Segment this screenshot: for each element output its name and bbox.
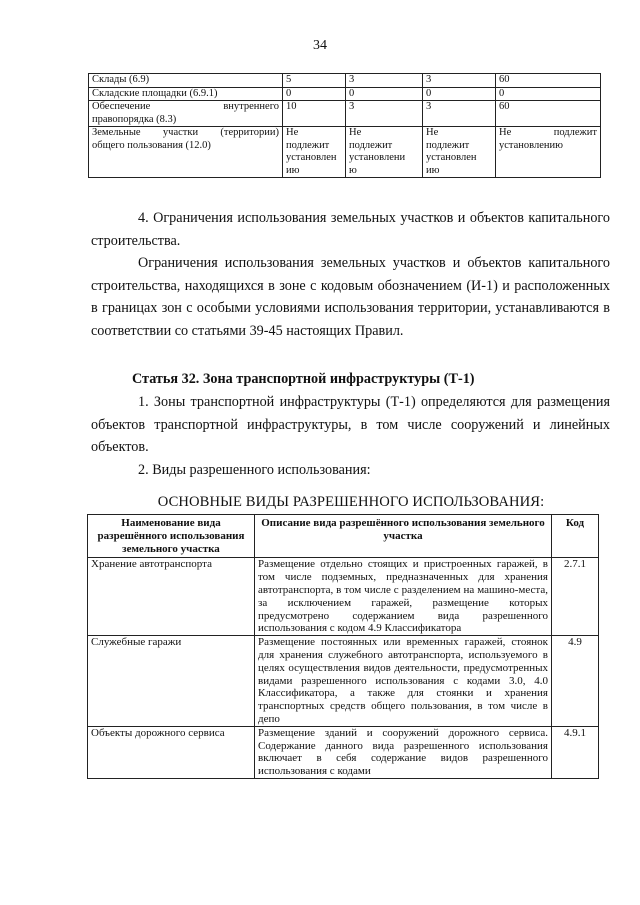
table-cell — [423, 127, 496, 178]
cell-line: подлежит — [349, 139, 393, 151]
table-cell: Объекты дорожного сервиса — [88, 726, 255, 778]
paragraph-item-1: 1. Зоны транспортной инфраструктуры (Т-1) определяются для размещения объектов транспортной инфраструктуры, в том числе сооружений и линейных объектов. — [91, 394, 610, 455]
paragraph-block-restrictions — [91, 207, 610, 342]
table-cell: 4.9 — [552, 636, 599, 727]
cell-line: внутреннего — [223, 101, 279, 112]
cell-line: Не — [286, 127, 299, 138]
column-header-name: Наименование вида разрешённого использования земельного участка — [88, 515, 255, 558]
cell-line: ию — [286, 164, 300, 176]
cell-line: ию — [426, 164, 440, 176]
table-cell: 3 — [346, 74, 423, 88]
table-cell: Размещение зданий и сооружений дорожного сервиса. Содержание данного вида разрешенного использования включает в себя содержание видов разрешенного использования с кодами — [255, 726, 552, 778]
table-cell: 0 — [283, 87, 346, 101]
cell-line: Не подлежит — [499, 127, 597, 138]
cell-line: установлен — [426, 152, 477, 163]
cell-line: подлежит — [286, 139, 330, 151]
cell-line: Обеспечение — [92, 101, 151, 112]
cell-line: правопорядка (8.3) — [92, 113, 177, 125]
cell-line: установлен — [286, 152, 337, 163]
table-cell: 4.9.1 — [552, 726, 599, 778]
table-cell: Размещение постоянных или временных гаражей, стоянок для хранения служебного автотранспорта, используемого в целях осуществления видов деятельности, предусмотренных видами разрешенного использования с кодами 3.0, 4.0 Классификатора, а также для стоянки и хранения транспортных средств общего пользования, в том числе в депо — [255, 636, 552, 727]
paragraph-restrictions: Ограничения использования земельных участков и объектов капитального строительства, находящихся в зоне с кодовым обозначением (И-1) и расположенных в границах зон с особыми условиями использования территории, устанавливаются в соответствии со статьями 39-45 настоящих Правил. — [91, 255, 610, 339]
table-cell: 10 — [283, 101, 346, 127]
table-row — [89, 127, 601, 178]
column-header-description: Описание вида разрешённого использования земельного участка — [255, 515, 552, 558]
permitted-use-table — [87, 514, 599, 779]
table-cell: 3 — [423, 74, 496, 88]
paragraph-block-article — [91, 391, 610, 481]
cell-line: Не — [426, 127, 439, 138]
paragraph-item-4: 4. Ограничения использования земельных участков и объектов капитального строительства. — [91, 210, 610, 249]
table-cell: Хранение автотранспорта — [88, 558, 255, 636]
table-cell — [89, 101, 283, 127]
table-cell: Склады (6.9) — [89, 74, 283, 88]
table-cell — [496, 127, 601, 178]
table-cell: 60 — [496, 101, 601, 127]
table-row — [88, 726, 599, 778]
table-cell — [346, 127, 423, 178]
page-number: 34 — [313, 38, 327, 53]
cell-line: Земельные участки (территории) — [92, 127, 279, 138]
table-cell: 0 — [496, 87, 601, 101]
table-cell: 0 — [346, 87, 423, 101]
table-cell: 2.7.1 — [552, 558, 599, 636]
table-row — [88, 558, 599, 636]
column-header-code: Код — [552, 515, 599, 558]
table-header-row — [88, 515, 599, 558]
cell-line: подлежит — [426, 139, 470, 151]
zone-parameters-table — [88, 73, 601, 178]
article-title: Статья 32. Зона транспортной инфраструктуры (Т-1) — [132, 371, 475, 387]
cell-line: общего пользования (12.0) — [92, 139, 211, 151]
table-cell: Складские площадки (6.9.1) — [89, 87, 283, 101]
cell-line: ю — [349, 164, 357, 176]
table-cell — [89, 127, 283, 178]
table-cell: Служебные гаражи — [88, 636, 255, 727]
table-cell: 5 — [283, 74, 346, 88]
table-row — [89, 74, 601, 88]
table-cell: 3 — [423, 101, 496, 127]
table-cell: 60 — [496, 74, 601, 88]
table-cell: Размещение отдельно стоящих и пристроенных гаражей, в том числе подземных, предназначенных для хранения автотранспорта, в том числе с разделением на машино-места, за исключением гаражей, размещение которых предусмотрено содержанием вида разрешенного использования с кодом 4.9 Классификатора — [255, 558, 552, 636]
table-cell: 0 — [423, 87, 496, 101]
table-caption: ОСНОВНЫЕ ВИДЫ РАЗРЕШЕННОГО ИСПОЛЬЗОВАНИЯ: — [157, 494, 545, 510]
cell-line: установлению — [499, 139, 563, 151]
cell-line: Не — [349, 127, 362, 138]
table-cell: 3 — [346, 101, 423, 127]
cell-line: установлени — [349, 152, 406, 163]
table-row — [89, 101, 601, 127]
table-row — [88, 636, 599, 727]
table-cell — [283, 127, 346, 178]
paragraph-item-2: 2. Виды разрешенного использования: — [138, 461, 371, 478]
table-row — [89, 87, 601, 101]
